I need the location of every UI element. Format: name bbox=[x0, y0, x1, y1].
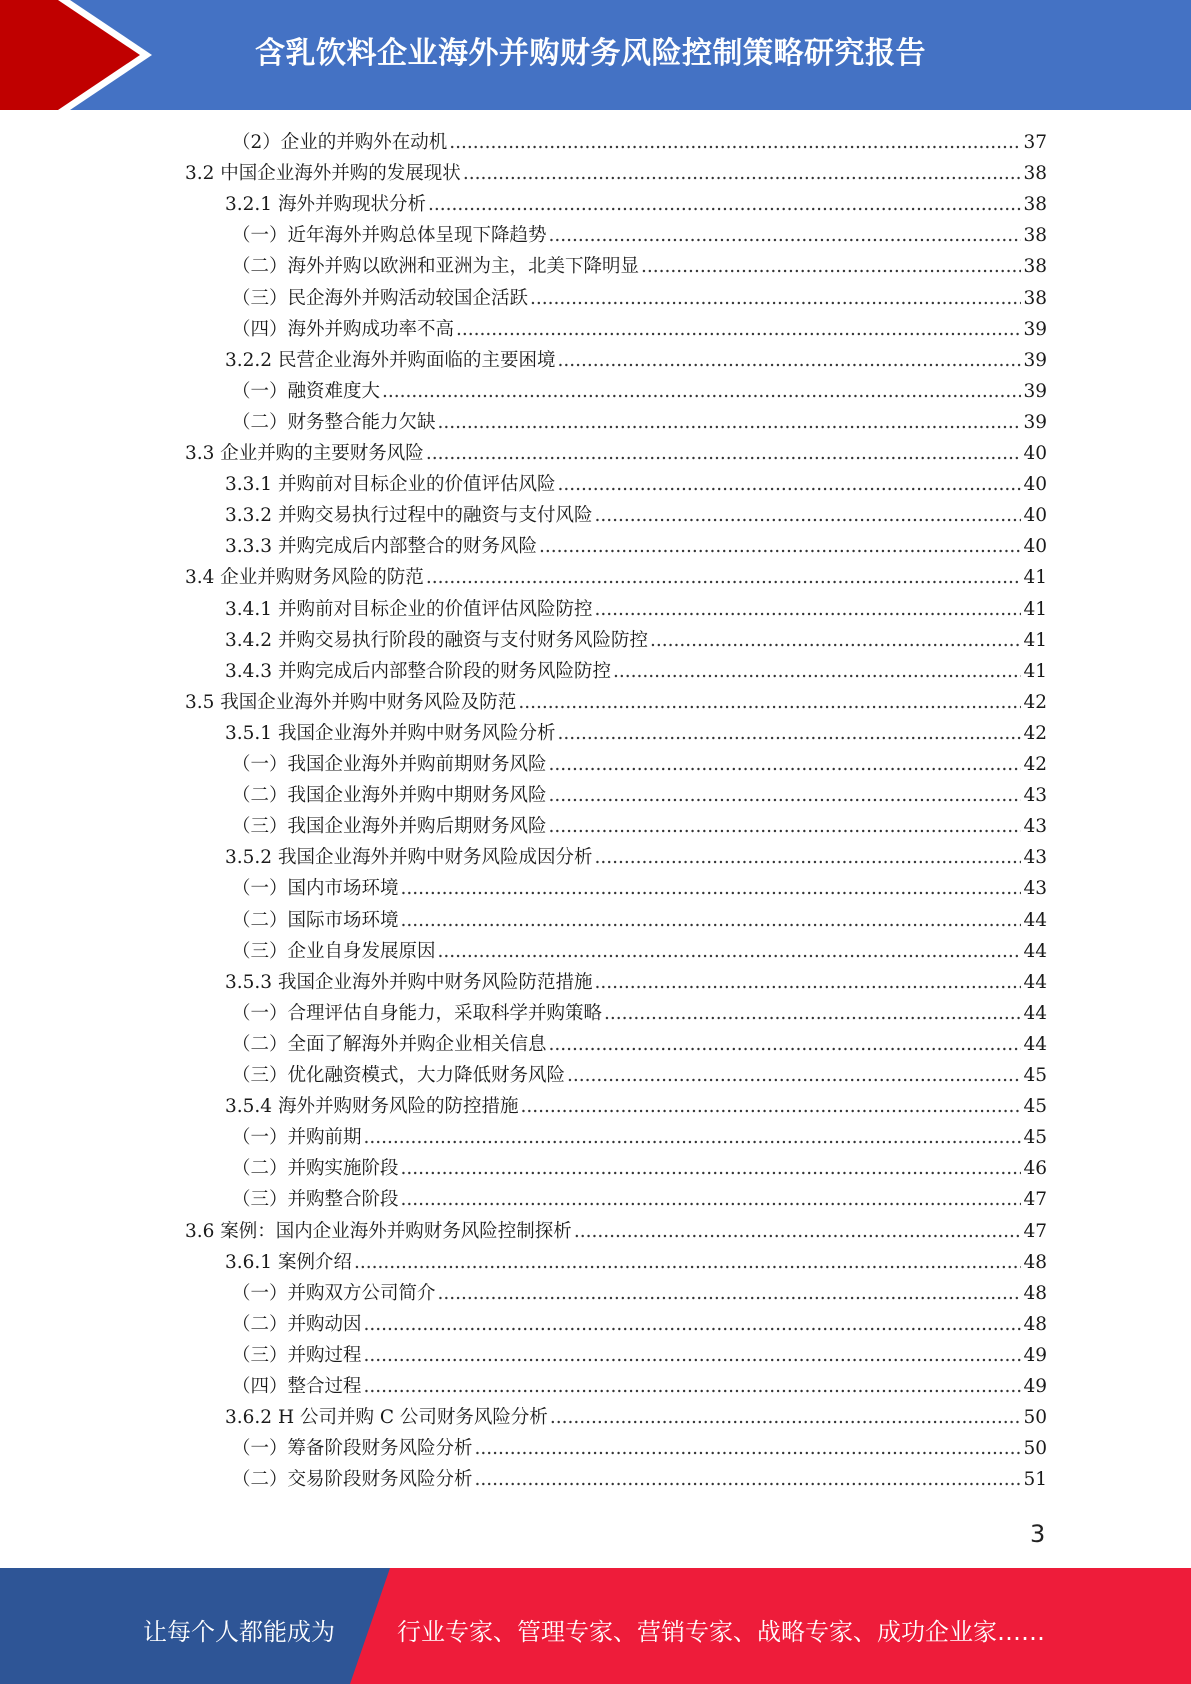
toc-entry-page: 47 bbox=[1023, 1189, 1047, 1211]
toc-entry[interactable] bbox=[185, 439, 1047, 470]
toc-dot-leader bbox=[426, 443, 1022, 464]
chevron-decoration-red bbox=[0, 0, 140, 110]
toc-entry-page: 38 bbox=[1023, 194, 1047, 216]
toc-entry-title: 3.5.3 我国企业海外并购中财务风险防范措施 bbox=[225, 971, 593, 993]
toc-entry-title: （三）优化融资模式，大力降低财务风险 bbox=[232, 1065, 566, 1086]
toc-entry-page: 42 bbox=[1023, 722, 1047, 744]
toc-entry-title: （一）我国企业海外并购前期财务风险 bbox=[232, 754, 547, 775]
toc-entry-page: 39 bbox=[1023, 411, 1047, 433]
toc-entry-title: （三）我国企业海外并购后期财务风险 bbox=[232, 816, 547, 838]
toc-entry-page: 38 bbox=[1023, 225, 1047, 247]
toc-dot-leader bbox=[549, 785, 1022, 806]
toc-entry-page: 40 bbox=[1023, 536, 1047, 558]
toc-entry-title: 3.4.1 并购前对目标企业的价值评估风险防控 bbox=[225, 598, 593, 620]
toc-entry-title: 3.2.1 海外并购现状分析 bbox=[225, 194, 426, 216]
toc-entry-page: 45 bbox=[1023, 1127, 1047, 1149]
toc-entry-page: 44 bbox=[1023, 909, 1047, 931]
toc-dot-leader bbox=[520, 1096, 1021, 1117]
toc-entry-page: 43 bbox=[1023, 816, 1047, 838]
toc-dot-leader bbox=[401, 1158, 1022, 1179]
toc-entry-title: 3.4.2 并购交易执行阶段的融资与支付财务风险防控 bbox=[225, 629, 648, 651]
toc-dot-leader bbox=[539, 536, 1021, 557]
toc-entry[interactable] bbox=[225, 843, 1047, 874]
toc-entry[interactable] bbox=[232, 315, 1047, 346]
toc-dot-leader bbox=[549, 754, 1022, 775]
toc-entry[interactable] bbox=[232, 1185, 1047, 1216]
toc-entry-title: 3.6.2 H 公司并购 C 公司财务风险分析 bbox=[225, 1407, 548, 1429]
toc-entry[interactable] bbox=[225, 501, 1047, 532]
toc-entry-page: 40 bbox=[1023, 505, 1047, 527]
toc-entry-title: 3.3.2 并购交易执行过程中的融资与支付风险 bbox=[225, 505, 593, 527]
toc-dot-leader bbox=[456, 319, 1021, 340]
toc-entry-page: 48 bbox=[1023, 1282, 1047, 1304]
toc-entry-page: 45 bbox=[1023, 1096, 1047, 1118]
toc-entry[interactable] bbox=[225, 346, 1047, 377]
toc-entry-title: （二）全面了解海外并购企业相关信息 bbox=[232, 1033, 547, 1055]
toc-entry[interactable] bbox=[232, 252, 1047, 283]
toc-entry[interactable] bbox=[232, 906, 1047, 937]
toc-entry-title: （四）整合过程 bbox=[232, 1376, 362, 1397]
toc-entry-page: 44 bbox=[1023, 1002, 1047, 1024]
toc-entry-page: 41 bbox=[1023, 629, 1047, 651]
toc-entry-page: 41 bbox=[1023, 567, 1047, 589]
toc-entry[interactable] bbox=[232, 1341, 1047, 1372]
toc-dot-leader bbox=[401, 1189, 1022, 1210]
toc-entry-page: 50 bbox=[1023, 1438, 1047, 1460]
toc-entry[interactable] bbox=[232, 221, 1047, 252]
toc-dot-leader bbox=[567, 1065, 1021, 1086]
toc-entry[interactable] bbox=[232, 1154, 1047, 1185]
toc-entry-title: （2）企业的并购外在动机 bbox=[232, 132, 448, 153]
toc-entry-page: 49 bbox=[1023, 1376, 1047, 1397]
toc-entry[interactable] bbox=[185, 688, 1047, 719]
toc-dot-leader bbox=[354, 1252, 1022, 1273]
toc-entry-page: 47 bbox=[1023, 1220, 1047, 1242]
toc-entry-title: 3.3.3 并购完成后内部整合的财务风险 bbox=[225, 536, 537, 558]
toc-entry[interactable] bbox=[225, 657, 1047, 688]
toc-entry-title: （二）我国企业海外并购中期财务风险 bbox=[232, 785, 547, 807]
toc-entry-page: 38 bbox=[1023, 256, 1047, 278]
toc-entry[interactable] bbox=[232, 937, 1047, 968]
toc-entry[interactable] bbox=[232, 1372, 1047, 1403]
toc-entry[interactable] bbox=[185, 563, 1047, 594]
toc-entry-page: 37 bbox=[1023, 132, 1047, 153]
toc-entry-page: 48 bbox=[1023, 1251, 1047, 1273]
toc-dot-leader bbox=[438, 1283, 1022, 1304]
toc-entry-title: （三）企业自身发展原因 bbox=[232, 940, 436, 962]
toc-dot-leader bbox=[438, 941, 1022, 962]
toc-entry-page: 44 bbox=[1023, 1033, 1047, 1055]
toc-entry-title: 3.5 我国企业海外并购中财务风险及防范 bbox=[185, 691, 517, 713]
report-title: 含乳饮料企业海外并购财务风险控制策略研究报告 bbox=[255, 36, 926, 71]
toc-entry[interactable] bbox=[225, 190, 1047, 221]
toc-entry-page: 39 bbox=[1023, 318, 1047, 340]
toc-entry-title: （一）筹备阶段财务风险分析 bbox=[232, 1438, 473, 1460]
toc-entry[interactable] bbox=[225, 968, 1047, 999]
page-header bbox=[0, 0, 1191, 110]
toc-entry[interactable] bbox=[232, 128, 1047, 159]
toc-dot-leader bbox=[475, 1469, 1022, 1490]
toc-entry-title: （二）并购动因 bbox=[232, 1313, 362, 1335]
toc-dot-leader bbox=[364, 1127, 1022, 1148]
toc-entry[interactable] bbox=[232, 750, 1047, 781]
toc-dot-leader bbox=[549, 816, 1022, 837]
toc-entry[interactable] bbox=[225, 1248, 1047, 1279]
toc-entry[interactable] bbox=[232, 1061, 1047, 1092]
toc-entry-page: 48 bbox=[1023, 1313, 1047, 1335]
toc-entry-title: 3.5.2 我国企业海外并购中财务风险成因分析 bbox=[225, 847, 593, 869]
toc-entry-title: 3.2.2 民营企业海外并购面临的主要困境 bbox=[225, 349, 556, 371]
footer-slogan-left: 让每个人都能成为 bbox=[143, 1618, 335, 1646]
page-footer bbox=[0, 1568, 1191, 1684]
toc-entry-page: 40 bbox=[1023, 474, 1047, 496]
toc-dot-leader bbox=[382, 381, 1021, 402]
toc-entry-page: 46 bbox=[1023, 1158, 1047, 1180]
toc-dot-leader bbox=[557, 350, 1021, 371]
toc-entry[interactable] bbox=[185, 159, 1047, 190]
toc-entry-page: 41 bbox=[1023, 598, 1047, 620]
toc-entry[interactable] bbox=[232, 1279, 1047, 1310]
toc-entry[interactable] bbox=[185, 1217, 1047, 1248]
toc-entry-title: （一）近年海外并购总体呈现下降趋势 bbox=[232, 225, 547, 247]
toc-entry-title: 3.5.4 海外并购财务风险的防控措施 bbox=[225, 1096, 519, 1118]
toc-dot-leader bbox=[594, 599, 1021, 620]
toc-dot-leader bbox=[549, 225, 1022, 246]
toc-entry-title: （一）合理评估自身能力，采取科学并购策略 bbox=[232, 1002, 603, 1024]
toc-entry-title: 3.3.1 并购前对目标企业的价值评估风险 bbox=[225, 474, 556, 496]
toc-entry-page: 44 bbox=[1023, 971, 1047, 993]
toc-dot-leader bbox=[650, 630, 1021, 651]
toc-entry[interactable] bbox=[232, 408, 1047, 439]
toc-entry-page: 44 bbox=[1023, 940, 1047, 962]
toc-dot-leader bbox=[549, 1034, 1022, 1055]
toc-dot-leader bbox=[426, 567, 1022, 588]
toc-entry-title: （三）并购过程 bbox=[232, 1344, 362, 1366]
toc-entry[interactable] bbox=[232, 284, 1047, 315]
toc-entry-page: 45 bbox=[1023, 1065, 1047, 1086]
toc-dot-leader bbox=[401, 910, 1022, 931]
toc-entry[interactable] bbox=[225, 1092, 1047, 1123]
toc-entry-title: （一）并购前期 bbox=[232, 1127, 362, 1149]
toc-entry[interactable] bbox=[232, 1465, 1047, 1496]
toc-entry-page: 50 bbox=[1023, 1407, 1047, 1429]
toc-dot-leader bbox=[438, 412, 1022, 433]
toc-entry-title: （二）并购实施阶段 bbox=[232, 1158, 399, 1180]
toc-entry[interactable] bbox=[225, 470, 1047, 501]
toc-dot-leader bbox=[550, 1407, 1022, 1428]
toc-entry-page: 51 bbox=[1023, 1469, 1047, 1491]
footer-slogan-right: 行业专家、管理专家、营销专家、战略专家、成功企业家…… bbox=[397, 1618, 1045, 1646]
toc-dot-leader bbox=[557, 474, 1021, 495]
toc-entry[interactable] bbox=[225, 719, 1047, 750]
toc-entry[interactable] bbox=[232, 1030, 1047, 1061]
toc-entry-page: 38 bbox=[1023, 163, 1047, 185]
toc-dot-leader bbox=[574, 1221, 1022, 1242]
page-number: 3 bbox=[1030, 1520, 1046, 1548]
toc-entry[interactable] bbox=[225, 595, 1047, 626]
toc-entry-page: 43 bbox=[1023, 878, 1047, 900]
toc-entry-title: （二）交易阶段财务风险分析 bbox=[232, 1469, 473, 1491]
toc-entry-page: 42 bbox=[1023, 754, 1047, 775]
toc-dot-leader bbox=[518, 692, 1021, 713]
toc-entry[interactable] bbox=[232, 1434, 1047, 1465]
toc-entry[interactable] bbox=[225, 1403, 1047, 1434]
toc-entry-page: 42 bbox=[1023, 691, 1047, 713]
toc-entry-title: （二）海外并购以欧洲和亚洲为主，北美下降明显 bbox=[232, 256, 640, 278]
toc-entry[interactable] bbox=[232, 1123, 1047, 1154]
toc-dot-leader bbox=[364, 1345, 1022, 1366]
toc-dot-leader bbox=[463, 163, 1022, 184]
toc-entry[interactable] bbox=[232, 812, 1047, 843]
toc-entry-title: （一）并购双方公司简介 bbox=[232, 1282, 436, 1304]
toc-dot-leader bbox=[557, 723, 1021, 744]
toc-dot-leader bbox=[613, 661, 1021, 682]
toc-entry[interactable] bbox=[232, 377, 1047, 408]
toc-dot-leader bbox=[594, 847, 1021, 868]
toc-entry-page: 43 bbox=[1023, 785, 1047, 807]
toc-entry-page: 39 bbox=[1023, 380, 1047, 402]
toc-entry-page: 43 bbox=[1023, 847, 1047, 869]
toc-entry-title: 3.4.3 并购完成后内部整合阶段的财务风险防控 bbox=[225, 660, 611, 682]
toc-dot-leader bbox=[594, 505, 1021, 526]
toc-dot-leader bbox=[449, 132, 1021, 153]
toc-entry[interactable] bbox=[232, 1310, 1047, 1341]
toc-entry[interactable] bbox=[225, 532, 1047, 563]
toc-entry-title: 3.6 案例：国内企业海外并购财务风险控制探析 bbox=[185, 1220, 572, 1242]
toc-dot-leader bbox=[641, 256, 1021, 277]
toc-dot-leader bbox=[530, 288, 1021, 309]
toc-dot-leader bbox=[364, 1314, 1022, 1335]
toc-entry-title: （一）融资难度大 bbox=[232, 380, 381, 402]
toc-dot-leader bbox=[594, 972, 1021, 993]
toc-entry-title: 3.4 企业并购财务风险的防范 bbox=[185, 567, 424, 589]
toc-entry-title: （三）民企海外并购活动较国企活跃 bbox=[232, 287, 529, 309]
toc-entry-title: （三）并购整合阶段 bbox=[232, 1189, 399, 1211]
toc-entry-title: 3.2 中国企业海外并购的发展现状 bbox=[185, 163, 461, 185]
toc-dot-leader bbox=[475, 1438, 1022, 1459]
toc-dot-leader bbox=[604, 1003, 1021, 1024]
toc-entry-title: （一）国内市场环境 bbox=[232, 878, 399, 900]
toc-dot-leader bbox=[428, 194, 1021, 215]
toc-entry-title: 3.6.1 案例介绍 bbox=[225, 1251, 352, 1273]
toc-entry-title: （二）国际市场环境 bbox=[232, 909, 399, 931]
toc-entry-title: （四）海外并购成功率不高 bbox=[232, 318, 455, 340]
toc-entry-title: 3.5.1 我国企业海外并购中财务风险分析 bbox=[225, 722, 556, 744]
toc-entry-page: 39 bbox=[1023, 349, 1047, 371]
toc-entry-title: 3.3 企业并购的主要财务风险 bbox=[185, 443, 424, 464]
toc-dot-leader bbox=[401, 878, 1022, 899]
toc-entry[interactable] bbox=[232, 781, 1047, 812]
toc-entry-page: 41 bbox=[1023, 660, 1047, 682]
toc-entry-title: （二）财务整合能力欠缺 bbox=[232, 411, 436, 433]
toc-entry-page: 40 bbox=[1023, 443, 1047, 464]
toc-entry[interactable] bbox=[225, 626, 1047, 657]
toc-entry-page: 49 bbox=[1023, 1344, 1047, 1366]
toc-entry-page: 38 bbox=[1023, 287, 1047, 309]
toc-dot-leader bbox=[364, 1376, 1022, 1397]
toc-entry[interactable] bbox=[232, 999, 1047, 1030]
toc-entry[interactable] bbox=[232, 874, 1047, 905]
